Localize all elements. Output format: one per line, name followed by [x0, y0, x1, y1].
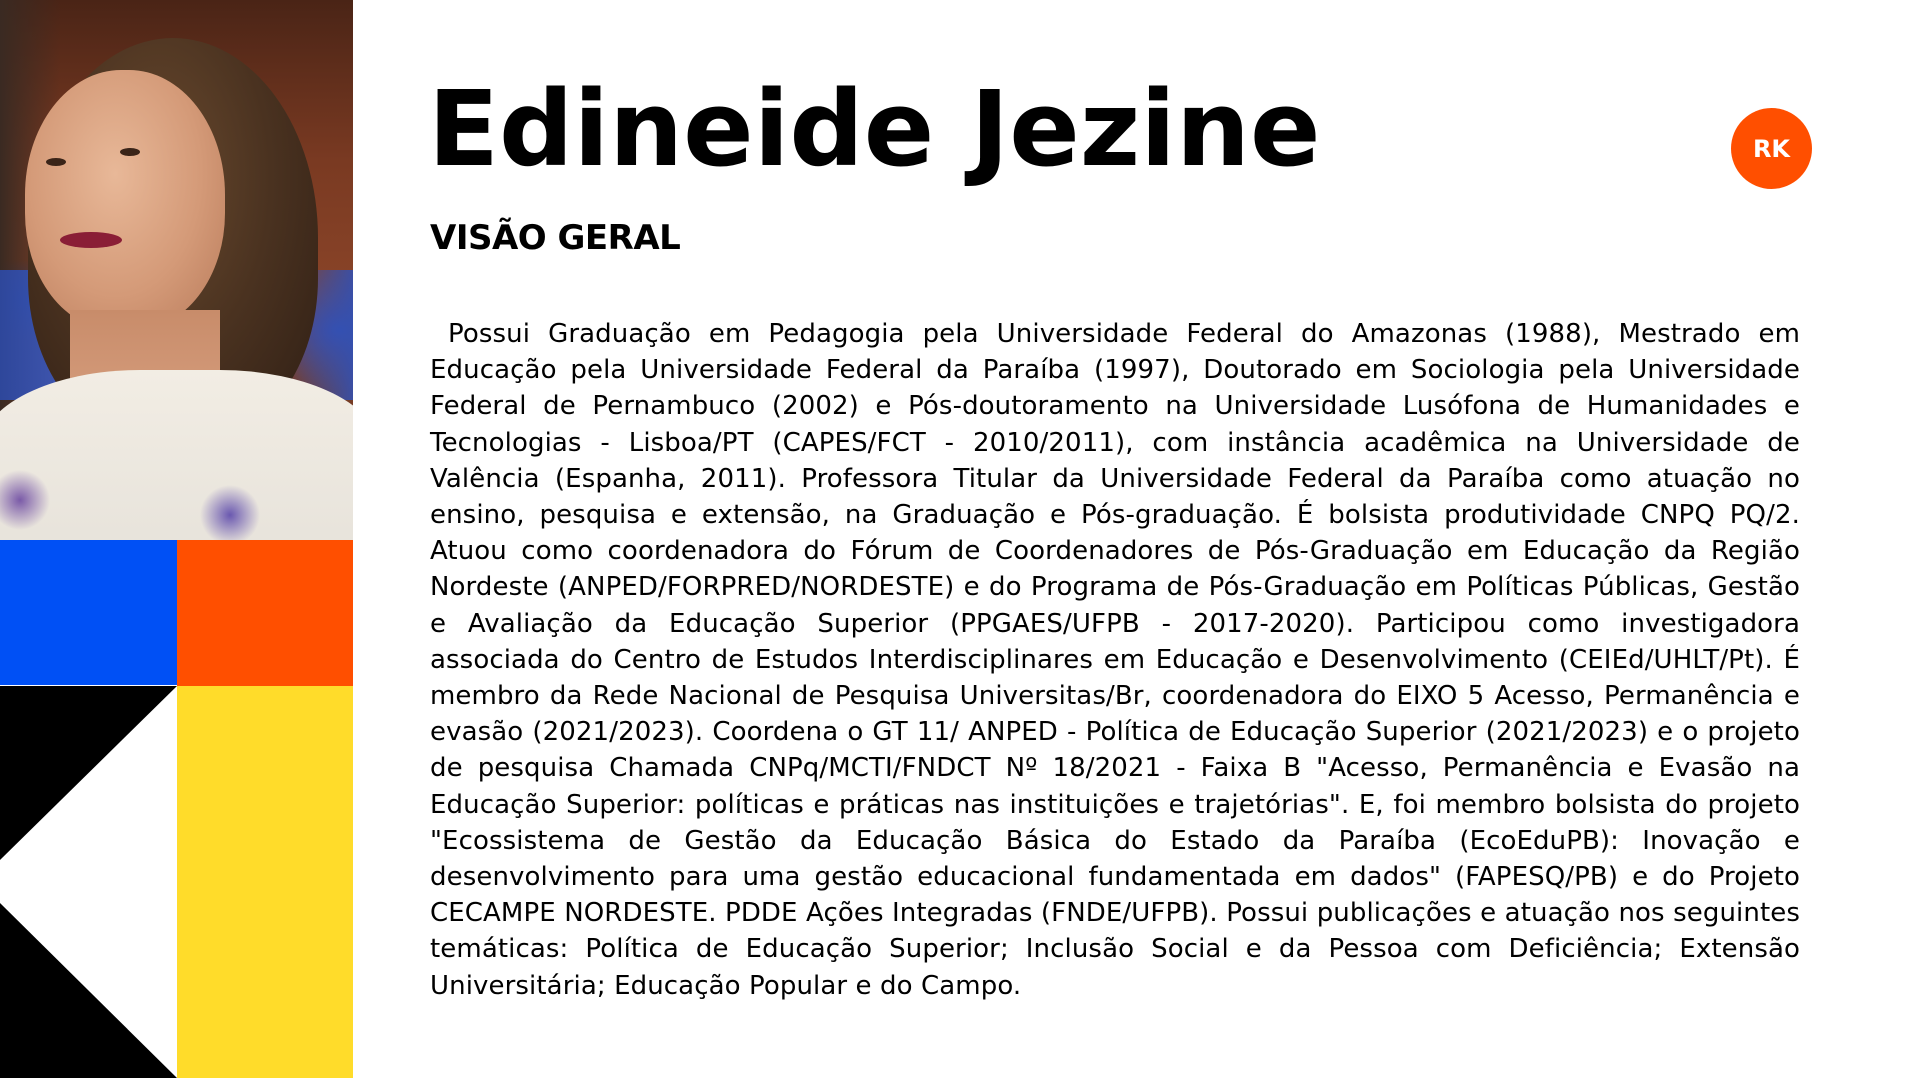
decor-block-blue [0, 540, 177, 685]
profile-photo [0, 0, 353, 540]
photo-shirt [0, 370, 353, 540]
avatar-initials: RK [1752, 134, 1791, 163]
photo-eye-right [120, 148, 140, 156]
section-title: VISÃO GERAL [430, 218, 681, 258]
decor-block-yellow [177, 686, 353, 1078]
photo-face [25, 70, 225, 330]
decor-arrow-shape [0, 686, 177, 1078]
photo-lips [60, 232, 122, 248]
avatar-badge[interactable] [1731, 108, 1812, 189]
bio-text: Possui Graduação em Pedagogia pela Universidade Federal do Amazonas (1988), Mestrado em Educação pela Universidade Federal da Paraíba (1997), Doutorado em Sociologia pela Universidade Federal de Pernambuco (2002) e Pós-doutoramento na Universidade Lusófona de Humanidades e Tecnologias - Lisboa/PT (CAPES/FCT - 2010/2011), com instância acadêmica na Universidade de Valência (Espanha, 2011). Professora Titular da Universidade Federal da Paraíba como atuação no ensino, pesquisa e extensão, na Graduação e Pós-graduação. É bolsista produtividade CNPQ PQ/2. Atuou como coordenadora do Fórum de Coordenadores de Pós-Graduação em Educação da Região Nordeste (ANPED/FORPRED/NORDESTE) e do Programa de Pós-Graduação em Políticas Públicas, Gestão e Avaliação da Educação Superior (PPGAES/UFPB - 2017-2020). Participou como investigadora associada do Centro de Estudos Interdisciplinares em Educação e Desenvolvimento (CEIEd/UHLT/Pt). É membro da Rede Nacional de Pesquisa Universitas/Br, coordenadora do EIXO 5 Acesso, Permanência e evasão (2021/2023). Coordena o GT 11/ ANPED - Política de Educação Superior (2021/2023) e o projeto de pesquisa Chamada CNPq/MCTI/FNDCT Nº 18/2021 - Faixa B "Acesso, Permanência e Evasão na Educação Superior: políticas e práticas nas instituições e trajetórias". E, foi membro bolsista do projeto "Ecossistema de Gestão da Educação Básica do Estado da Paraíba (EcoEduPB): Inovação e desenvolvimento para uma gestão educacional fundamentada em dados" (FAPESQ/PB) e do Projeto CECAMPE NORDESTE. PDDE Ações Integradas (FNDE/UFPB). Possui publicações e atuação nos seguintes temáticas: Política de Educação Superior; Inclusão Social e da Pessoa com Deficiência; Extensão Universitária; Educação Popular e do Campo. [430, 319, 1809, 1001]
decor-block-orange [177, 540, 353, 686]
photo-eye-left [46, 158, 66, 166]
page-title: Edineide Jezine [428, 68, 1321, 190]
